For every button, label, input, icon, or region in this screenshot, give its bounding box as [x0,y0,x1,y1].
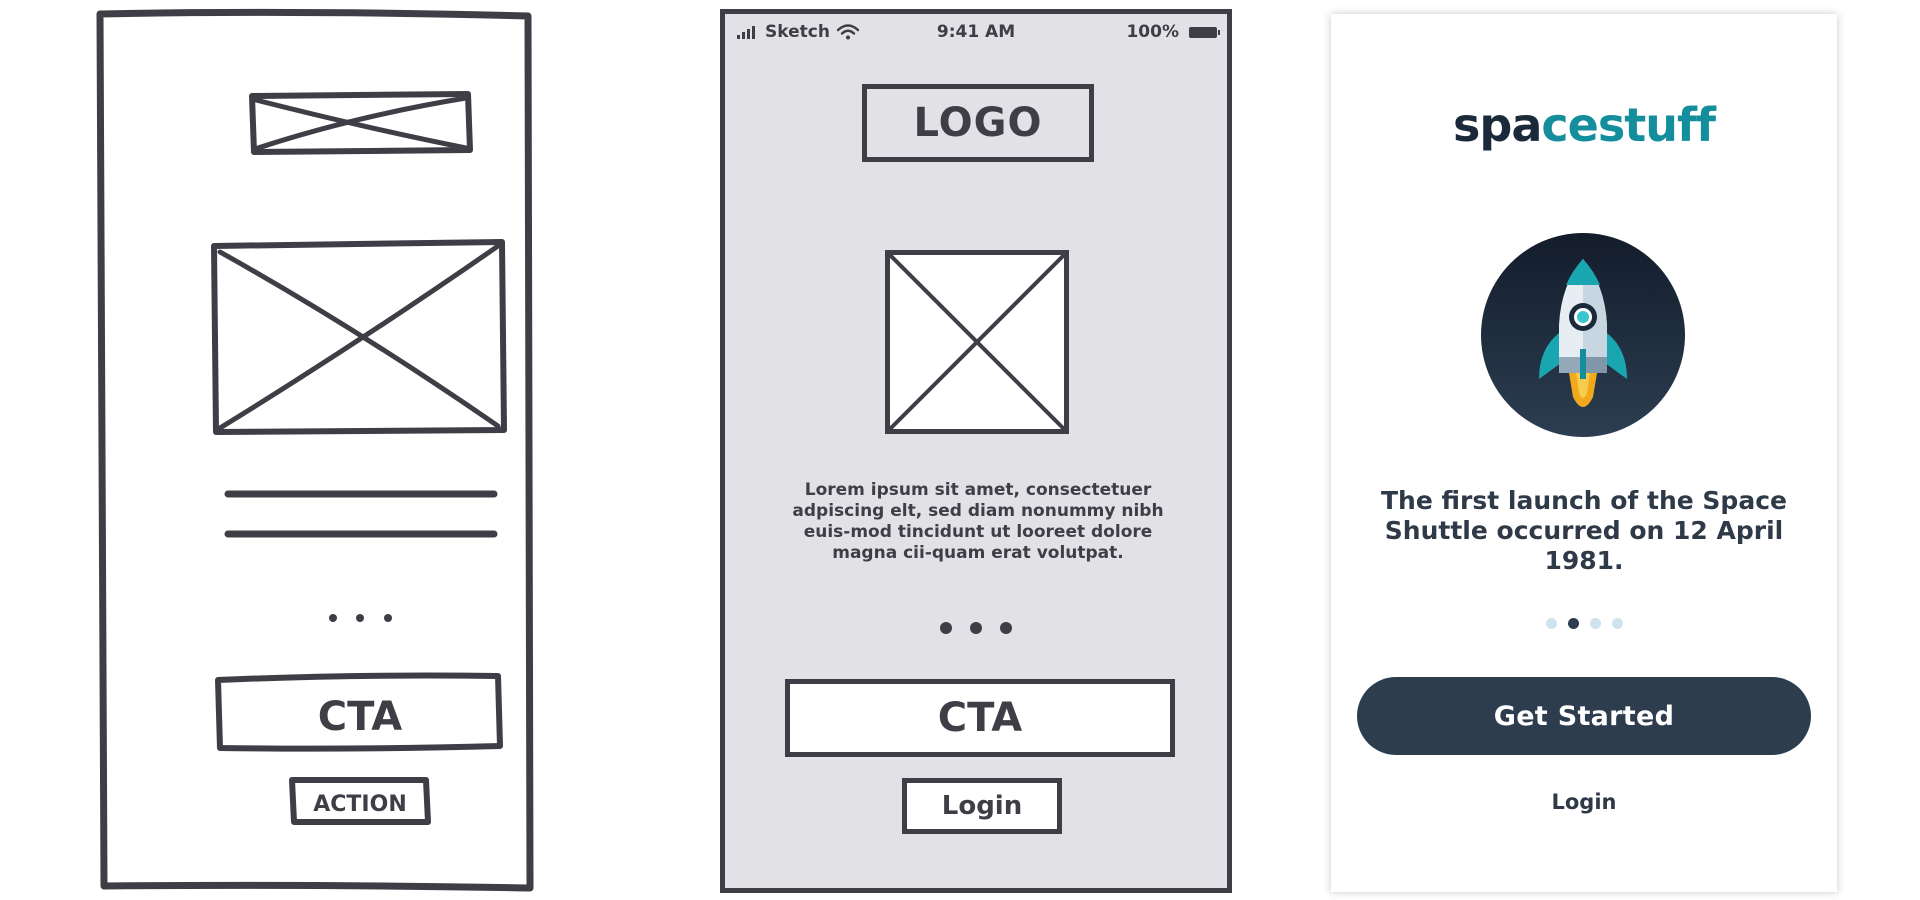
page-dot[interactable] [1590,618,1601,629]
page-dot [970,622,982,634]
page-indicator [1331,618,1837,629]
sketch-logo-cross [256,98,466,148]
page-dot [940,622,952,634]
fact-text: The first launch of the Space Shuttle occurred on 12 April 1981. [1381,486,1787,575]
body-text: Lorem ipsum sit amet, consectetuer adpiscing elt, sed diam nonummy nibh euis-mod tincidunt ut looreet dolore magna cii-quam erat volutpat. [792,480,1164,563]
status-time: 9:41 AM [936,22,1016,42]
hifi-screen [1331,14,1837,892]
page-dot[interactable] [1546,618,1557,629]
login-link[interactable]: Login [1551,790,1617,814]
brand-logo [1331,98,1837,152]
login-button[interactable]: Login [902,778,1062,834]
page-dot-active[interactable] [1568,618,1579,629]
sketch-phone-frame [100,12,530,888]
sketch-wireframe [96,8,630,894]
sketch-cta-label: CTA [317,694,403,740]
carrier-name: Sketch [765,22,830,42]
page-dot [1000,622,1012,634]
brand-logo-part2: cestuff [1541,98,1715,152]
brand-logo-part1: spa [1453,98,1542,152]
image-placeholder [885,250,1069,434]
page-indicator [725,622,1227,636]
sketch-action-label: ACTION [313,792,407,817]
sketch-page-dot [329,614,337,622]
rocket-icon [1481,233,1685,437]
sketch-image-cross [220,246,498,428]
battery-percentage: 100% [1126,22,1179,42]
logo-placeholder: LOGO [862,84,1094,162]
cta-button[interactable]: CTA [785,679,1175,757]
sketch-page-dot [384,614,392,622]
sketch-page-dot [356,614,364,622]
sketch-drawing [96,8,630,894]
page-dot[interactable] [1612,618,1623,629]
get-started-button[interactable]: Get Started [1357,677,1811,755]
midfi-wireframe [720,9,1232,893]
status-bar [725,22,1227,44]
battery-icon [1189,27,1217,38]
